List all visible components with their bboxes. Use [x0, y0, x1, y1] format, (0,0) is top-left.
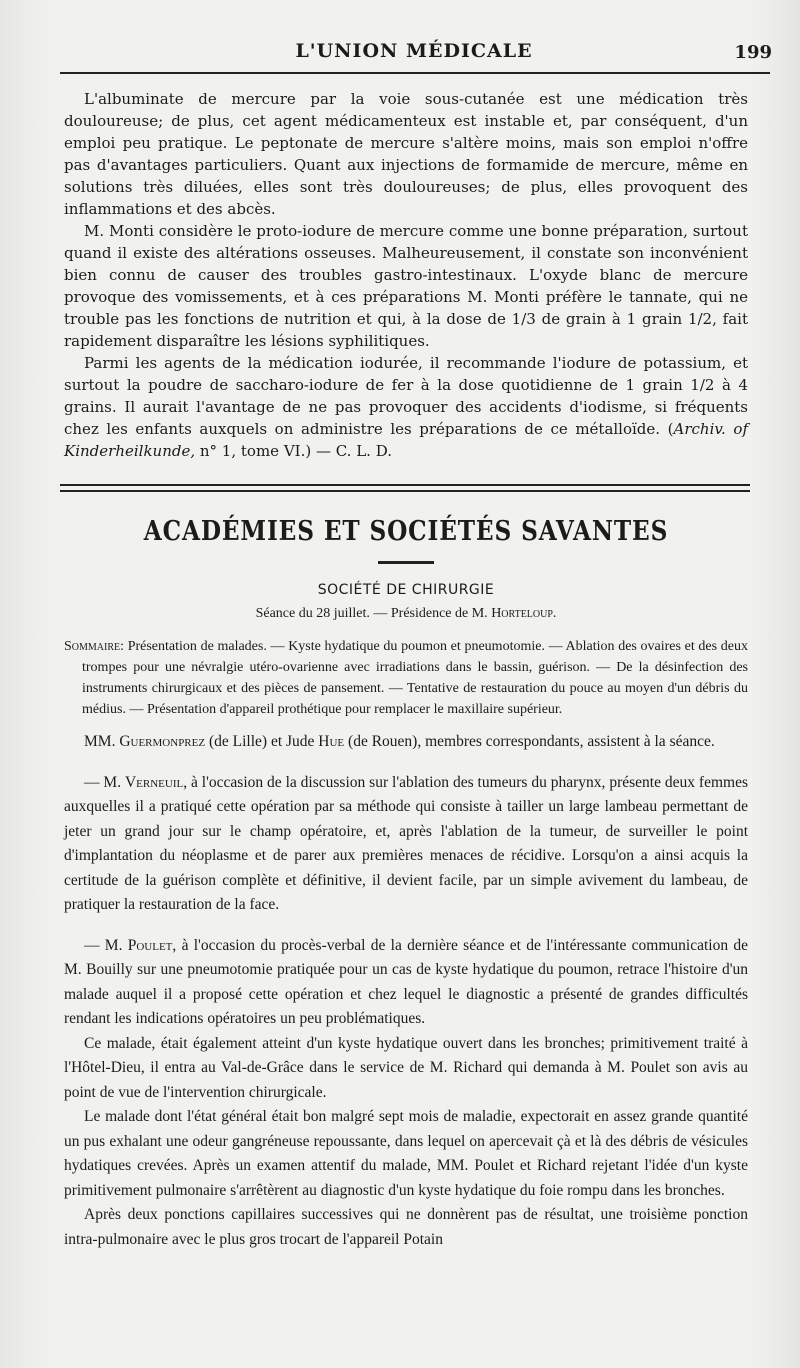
page-content	[64, 88, 748, 1252]
text-run: à l'occasion du procès-verbal de la dernière séance et de l'intéressante communication de M. Bouilly sur une pneumotomie pratiquée pour un cas de kyste hydatique du poumon, retrace l'histoire d'un malade auquel il a proposé cette opération et chez lequel le diagnostic a présenté de grandes difficultés rendant les indications opératoires un peu problématiques.	[64, 936, 748, 1027]
body-paragraph-5: Le malade dont l'état général était bon malgré sept mois de maladie, expectorait en assez grande quantité un pus exhalant une odeur gangréneuse repoussante, dans lequel on apercevait çà et là des débris de vésicules hydatiques crevées. Après un examen attentif du malade, MM. Poulet et Richard rejetant l'idée d'un kyste primitivement pulmonaire s'arrêtèrent au diagnostic d'un kyste hydatique du foie rompu dans les bronches.	[64, 1108, 748, 1199]
text-run: — M.	[84, 773, 125, 791]
member-name: Hue	[318, 733, 345, 750]
intro-paragraph-3-text: Parmi les agents de la médication iodurée, il recommande l'iodure de potassium, et surtout la poudre de saccharo-iodure de fer à la dose quotidienne de 1 grain 1/2 à 4 grains. Il aurait l'avantage de ne pas provoquer des accidents d'iodisme, si fréquents chez les enfants auxquels on administre les préparations de ce métalloïde. (	[64, 354, 748, 438]
speaker-name: Poulet,	[127, 936, 177, 954]
body-paragraph-1	[64, 730, 748, 755]
title-rule	[378, 561, 434, 564]
text-run: (de Lille) et Jude	[205, 733, 319, 750]
seance-text: Séance du 28 juillet. — Présidence de M.	[255, 606, 492, 621]
running-head	[56, 36, 772, 68]
section-title: ACADÉMIES ET SOCIÉTÉS SAVANTES	[143, 516, 669, 547]
intro-paragraph-3	[64, 352, 748, 462]
sommaire-label: Sommaire	[64, 639, 121, 654]
speaker-name: Verneuil,	[124, 773, 188, 791]
member-name: Guermonprez	[119, 733, 206, 750]
body-paragraph-3	[64, 934, 748, 1032]
sommaire	[64, 636, 748, 720]
society-heading: SOCIÉTÉ DE CHIRURGIE	[317, 582, 495, 598]
citation: Archiv. of Kinderheilkunde,	[64, 420, 748, 460]
president-name: Horteloup.	[491, 606, 557, 621]
sommaire-text: : Présentation de malades. — Kyste hydatique du poumon et pneumotomie. — Ablation des ovaires et des deux trompes pour une névralgie utéro-ovarienne avec irradiations dans le bassin, guérison. — De la désinfection des instruments chirurgicaux et des pièces de pansement. — Tentative de restauration du pouce au moyen d'un débris du médius. — Présentation d'appareil prothétique pour remplacer le maxillaire supérieur.	[82, 639, 748, 717]
body-paragraph-4: Ce malade, était également atteint d'un kyste hydatique ouvert dans les bronches; primitivement traité à l'Hôtel-Dieu, il entra au Val-de-Grâce dans le service de M. Richard qui demanda à M. Poulet son avis au point de vue de l'intervention chirurgicale.	[64, 1034, 748, 1101]
text-run: — M.	[84, 936, 128, 954]
text-run: (de Rouen), membres correspondants, assistent à la séance.	[344, 733, 715, 750]
journal-title: L'UNION MÉDICALE	[295, 40, 533, 62]
citation-tail: n° 1, tome VI.) — C. L. D.	[195, 442, 392, 460]
intro-paragraph-1: L'albuminate de mercure par la voie sous-cutanée est une médication très douloureuse; de plus, cet agent médicamenteux est instable et, par conséquent, d'un emploi peu pratique. Le peptonate de mercure s'altère moins, mais son emploi n'offre pas d'avantages particuliers. Quant aux injections de formamide de mercure, même en solutions très diluées, elles sont très douloureuses; de plus, elles provoquent des inflammations et des abcès.	[64, 90, 748, 218]
body-paragraph-6: Après deux ponctions capillaires successives qui ne donnèrent pas de résultat, une troisième ponction intra-pulmonaire avec le plus gros trocart de l'appareil Potain	[64, 1206, 748, 1248]
text-run: à l'occasion de la discussion sur l'ablation des tumeurs du pharynx, présente deux femmes auxquelles il a pratiqué cette opération par sa méthode qui consiste à tailler un large lambeau permettant de jeter un grand jour sur le champ opératoire, et, après l'ablation de la tumeur, de surveiller le point d'implantation du néoplasme et de parer aux premières menaces de récidive. Lorsqu'on a ainsi acquis la certitude de la guérison complète et définitive, il devient facile, par un simple avivement du lambeau, de pratiquer la restauration de la face.	[64, 773, 748, 913]
section-divider	[60, 484, 750, 492]
page-number: 199	[734, 42, 772, 63]
seance-line	[64, 606, 748, 622]
intro-paragraph-2: M. Monti considère le proto-iodure de mercure comme une bonne préparation, surtout quand il existe des altérations osseuses. Malheureusement, il constate son inconvénient bien connu de causer des troubles gastro-intestinaux. L'oxyde blanc de mercure provoque des vomissements, et à ces préparations M. Monti préfère le tannate, qui ne trouble pas les fonctions de nutrition et qui, à la dose de 1/3 de grain à 1 grain 1/2, fait rapidement disparaître les lésions syphilitiques.	[64, 222, 748, 350]
text-run: MM.	[84, 733, 120, 750]
header-rule	[60, 72, 770, 74]
body-paragraph-2	[64, 771, 748, 918]
